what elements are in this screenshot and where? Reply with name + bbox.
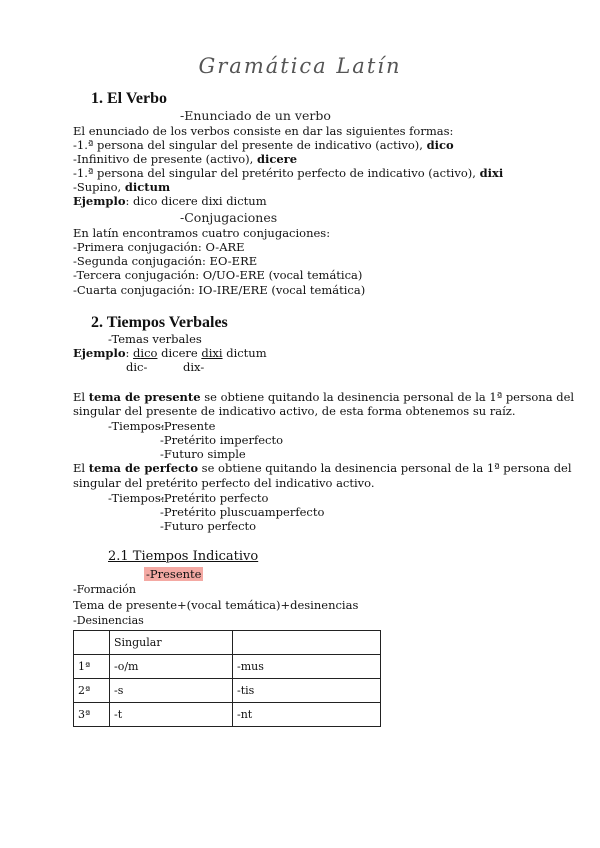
subheading-enunciado: -Enunciado de un verbo xyxy=(180,108,331,123)
presente-para-line1: El tema de presente se obtiene quitando la desinencia personal de la 1ª persona del xyxy=(73,390,575,404)
table-cell xyxy=(74,631,110,655)
conj-item: -Primera conjugación: O-ARE xyxy=(73,240,245,254)
subsection-heading-indicativo: 2.1 Tiempos Indicativo xyxy=(108,549,259,564)
tiempos-label: -Tiempos: xyxy=(108,419,165,433)
table-cell: -t xyxy=(110,703,233,727)
desinencias-table xyxy=(73,630,381,727)
table-cell: 2ª xyxy=(74,679,110,703)
table-cell: 3ª xyxy=(74,703,110,727)
table-row xyxy=(74,631,381,655)
tiempos-label: -Tiempos: xyxy=(108,491,165,505)
table-cell xyxy=(233,631,381,655)
conj-item: -Cuarta conjugación: IO-IRE/ERE (vocal temática) xyxy=(73,283,366,297)
tiempo-item: -Futuro simple xyxy=(160,447,246,461)
table-row xyxy=(74,679,381,703)
table-cell: -o/m xyxy=(110,655,233,679)
enunciado-intro: El enunciado de los verbos consiste en dar las siguientes formas: xyxy=(73,124,454,138)
form-line-4: -Supino, dictum xyxy=(73,180,171,194)
table-row xyxy=(74,655,381,679)
form-line-2: -Infinitivo de presente (activo), dicere xyxy=(73,152,298,166)
form-line-1: -1.ª persona del singular del presente de indicativo (activo), dico xyxy=(73,138,454,152)
table-row xyxy=(74,703,381,727)
table-header-singular: Singular xyxy=(110,631,233,655)
formacion-label: -Formación xyxy=(73,583,137,596)
stem-perfecto: dix- xyxy=(183,360,205,374)
table-cell: -s xyxy=(110,679,233,703)
stem-presente: dic- xyxy=(126,360,148,374)
page-title: Gramática Latín xyxy=(198,54,402,78)
tiempo-item: -Pretérito perfecto xyxy=(160,491,269,505)
table-cell: -mus xyxy=(233,655,381,679)
example-line: Ejemplo: dico dicere dixi dictum xyxy=(73,194,267,208)
form-line-3: -1.ª persona del singular del pretérito perfecto de indicativo (activo), dixi xyxy=(73,166,504,180)
desinencias-label: -Desinencias xyxy=(73,614,144,627)
temas-example: Ejemplo: dico dicere dixi dictum xyxy=(73,346,267,360)
conj-item: -Tercera conjugación: O/UO-ERE (vocal temática) xyxy=(73,268,363,282)
perfecto-para-line1: El tema de perfecto se obtiene quitando la desinencia personal de la 1ª persona del xyxy=(73,461,572,475)
tiempo-item: -Futuro perfecto xyxy=(160,519,257,533)
tiempo-item: -Pretérito imperfecto xyxy=(160,433,284,447)
presente-para-line2: singular del presente de indicativo activo, de esta forma obtenemos su raíz. xyxy=(73,404,516,418)
presente-label: -Presente xyxy=(146,567,202,581)
table-cell: 1ª xyxy=(74,655,110,679)
conj-intro: En latín encontramos cuatro conjugaciones: xyxy=(73,226,331,240)
formula: Tema de presente+(vocal temática)+desinencias xyxy=(73,598,359,612)
subheading-temas: -Temas verbales xyxy=(108,332,202,346)
conj-item: -Segunda conjugación: EO-ERE xyxy=(73,254,258,268)
tiempo-item: -Pretérito pluscuamperfecto xyxy=(160,505,325,519)
table-cell: -tis xyxy=(233,679,381,703)
table-cell: -nt xyxy=(233,703,381,727)
section-heading-verbo: 1. El Verbo xyxy=(91,90,168,107)
tiempo-item: -Presente xyxy=(160,419,216,433)
section-heading-tiempos: 2. Tiempos Verbales xyxy=(91,314,228,331)
subheading-conjugaciones: -Conjugaciones xyxy=(180,210,278,225)
perfecto-para-line2: singular del pretérito perfecto del indicativo activo. xyxy=(73,476,375,490)
